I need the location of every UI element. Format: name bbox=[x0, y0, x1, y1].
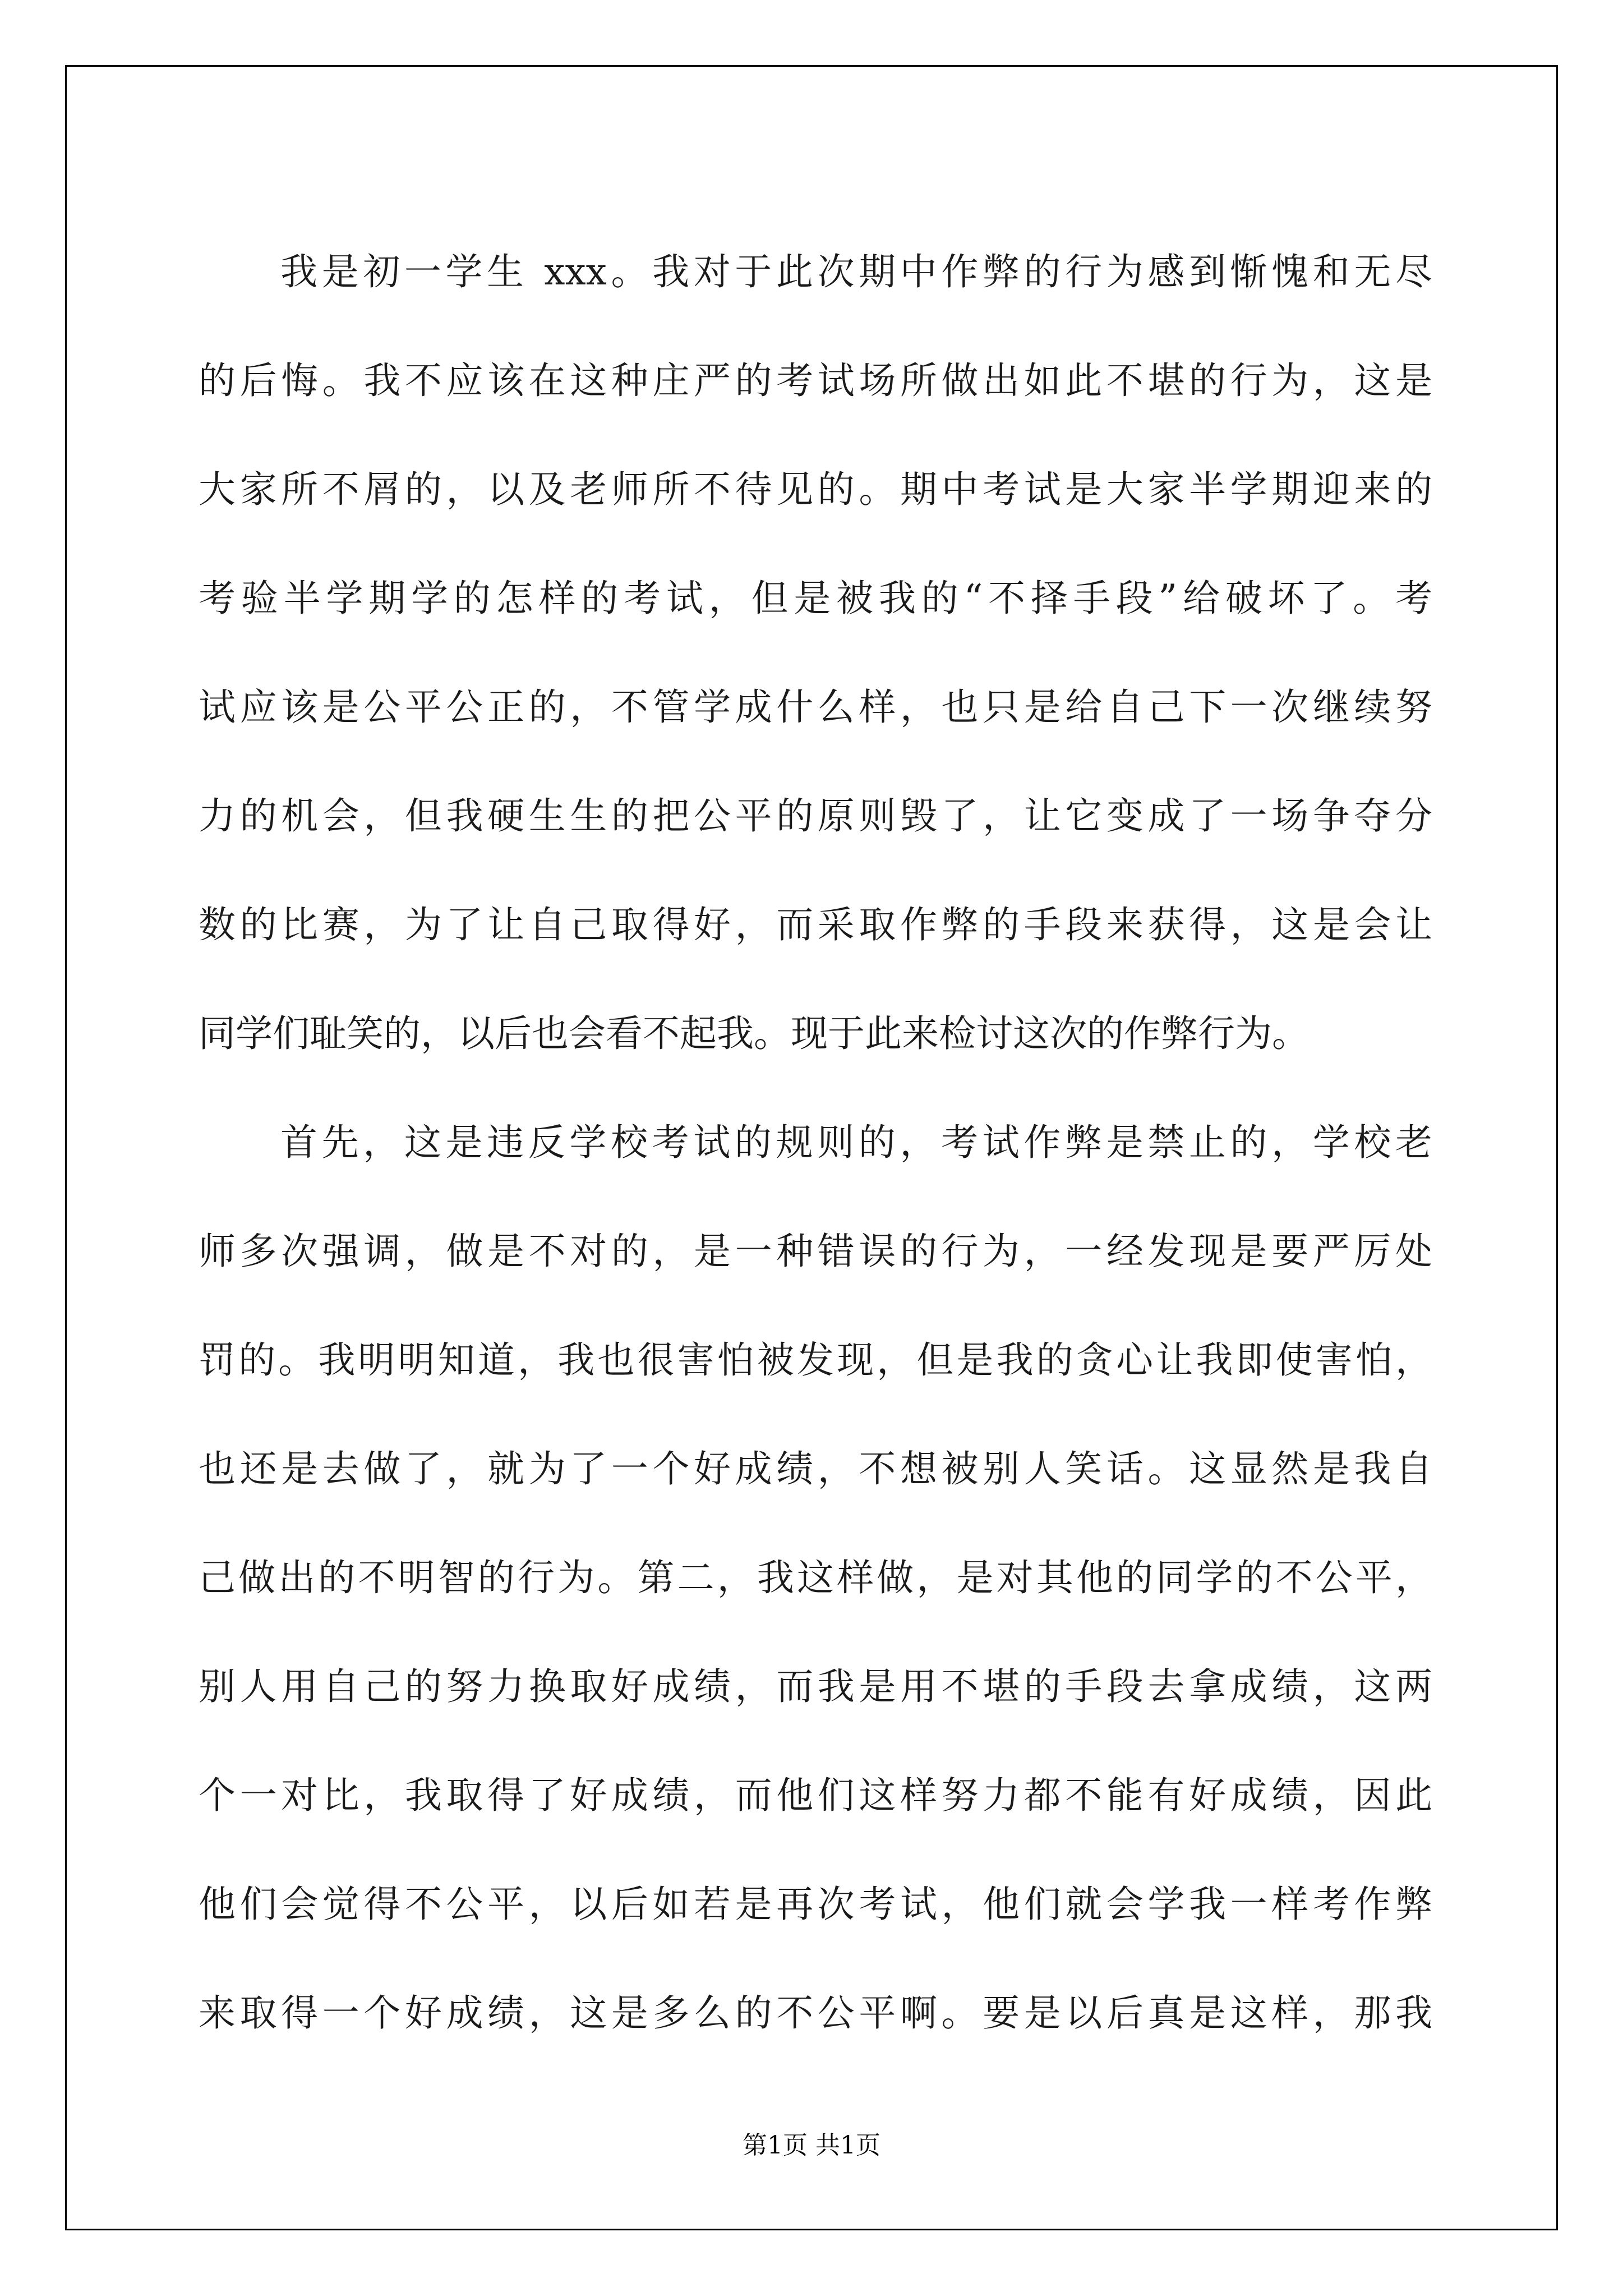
paragraph-2-line-2: 师多次强调，做是不对的，是一种错误的行为，一经发现是要严厉处 bbox=[199, 1230, 1432, 1273]
paragraph-2-line-5: 己做出的不明智的行为。第二，我这样做，是对其他的同学的不公平， bbox=[199, 1556, 1432, 1599]
document-body bbox=[199, 218, 1432, 2068]
paragraph-2-line-3: 罚的。我明明知道，我也很害怕被发现，但是我的贪心让我即使害怕， bbox=[199, 1338, 1432, 1382]
paragraph-2-line-6: 别人用自己的努力换取好成绩，而我是用不堪的手段去拿成绩，这两 bbox=[199, 1665, 1432, 1708]
paragraph-1-line-1: 我是初一学生 xxx。我对于此次期中作弊的行为感到惭愧和无尽 bbox=[280, 250, 1432, 293]
paragraph-1-line-8: 同学们耻笑的，以后也会看不起我。现于此来检讨这次的作弊行为。 bbox=[199, 1012, 1309, 1055]
page-number-footer: 第1页 共1页 bbox=[743, 2131, 880, 2160]
paragraph-1-line-5: 试应该是公平公正的，不管学成什么样，也只是给自己下一次继续努 bbox=[199, 685, 1432, 729]
paragraph-2-line-7: 个一对比，我取得了好成绩，而他们这样努力都不能有好成绩，因此 bbox=[199, 1774, 1432, 1817]
paragraph-1-line-2: 的后悔。我不应该在这种庄严的考试场所做出如此不堪的行为，这是 bbox=[199, 359, 1432, 402]
paragraph-2-line-4: 也还是去做了，就为了一个好成绩，不想被别人笑话。这显然是我自 bbox=[199, 1447, 1432, 1490]
paragraph-2-line-1: 首先，这是违反学校考试的规则的，考试作弊是禁止的，学校老 bbox=[280, 1121, 1432, 1164]
paragraph-2-line-8: 他们会觉得不公平，以后如若是再次考试，他们就会学我一样考作弊 bbox=[199, 1883, 1432, 1926]
paragraph-2-line-9: 来取得一个好成绩，这是多么的不公平啊。要是以后真是这样，那我 bbox=[199, 1991, 1432, 2035]
paragraph-1-line-6: 力的机会，但我硬生生的把公平的原则毁了，让它变成了一场争夺分 bbox=[199, 794, 1432, 838]
paragraph-1-line-7: 数的比赛，为了让自己取得好，而采取作弊的手段来获得，这是会让 bbox=[199, 903, 1432, 946]
paragraph-1-line-4: 考验半学期学的怎样的考试，但是被我的“不择手段”给破坏了。考 bbox=[199, 577, 1432, 620]
paragraph-1-line-3: 大家所不屑的，以及老师所不待见的。期中考试是大家半学期迎来的 bbox=[199, 468, 1432, 511]
